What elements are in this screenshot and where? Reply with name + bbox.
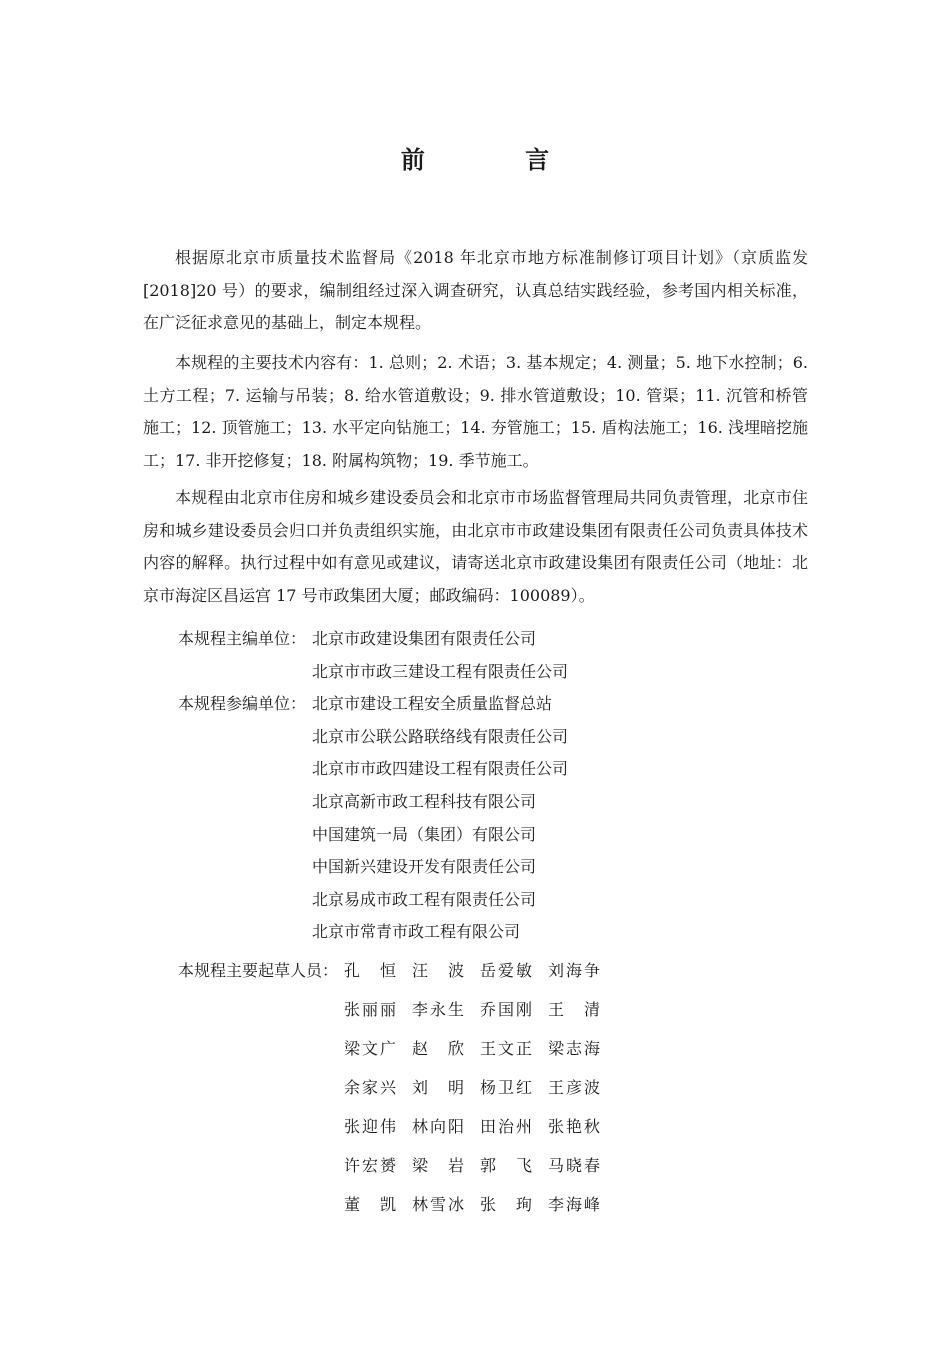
participating-unit-row [178, 916, 568, 949]
participating-unit-name: 北京高新市政工程科技有限公司 [312, 791, 537, 811]
drafter-name: 李永生 [412, 1000, 464, 1019]
participating-unit-row [178, 721, 568, 754]
drafters-list [178, 950, 616, 1223]
participating-unit-row [178, 851, 568, 884]
drafter-name: 孔 恒 [344, 961, 396, 980]
drafter-name: 田治州 [480, 1117, 532, 1136]
drafter-name: 汪 波 [412, 961, 464, 980]
participating-units-label: 本规程参编单位： [178, 694, 307, 714]
drafter-row [178, 1028, 616, 1067]
participating-unit-row [178, 819, 568, 852]
chief-unit-name: 北京市政建设集团有限责任公司 [312, 629, 537, 648]
drafter-name: 乔国刚 [480, 1000, 532, 1019]
participating-unit-name: 中国新兴建设开发有限责任公司 [312, 857, 537, 877]
drafters-label: 本规程主要起草人员： [178, 961, 339, 980]
paragraph-contents: 本规程的主要技术内容有：1. 总则；2. 术语；3. 基本规定；4. 测量；5. 地下水控制；6. 土方工程；7. 运输与吊装；8. 给水管道敷设；9. 排水管道敷设；10. 管渠；11. 沉管和桥管施工；12. 顶管施工；13. 水平定向钻施工；14. 夯管施工；15. 盾构法施工；16. 浅埋暗挖施工；17. 非开挖修复；18. 附属构筑物；19. 季节施工。 [143, 353, 808, 470]
chief-unit-name: 北京市市政三建设工程有限责任公司 [312, 661, 569, 681]
drafter-name: 许宏赟 [344, 1156, 396, 1175]
participating-unit-name: 北京市公联公路联络线有限责任公司 [312, 726, 569, 746]
drafter-name: 王 清 [548, 1000, 600, 1019]
paragraph-management: 本规程由北京市住房和城乡建设委员会和北京市市场监督管理局共同负责管理，北京市住房和城乡建设委员会归口并负责组织实施，由北京市市政建设集团有限责任公司负责具体技术内容的解释。执行过程中如有意见或建议，请寄送北京市政建设集团有限责任公司（地址：北京市海淀区昌运宫 17 号市政集团大厦；邮政编码：100089）。 [143, 488, 808, 605]
drafter-name: 王文正 [480, 1039, 532, 1058]
drafter-name: 林向阳 [412, 1117, 464, 1136]
drafter-name: 岳爱敏 [480, 961, 532, 980]
drafter-name: 刘海争 [548, 961, 600, 980]
participating-unit-name: 北京市建设工程安全质量监督总站 [312, 694, 553, 714]
drafter-name: 张迎伟 [344, 1117, 396, 1136]
drafter-name: 梁志海 [548, 1039, 600, 1058]
drafter-name: 张艳秋 [548, 1117, 600, 1136]
drafter-name: 刘 明 [412, 1078, 464, 1097]
drafter-name: 马晓春 [548, 1156, 600, 1175]
drafter-row [178, 950, 616, 989]
chief-unit-row [178, 623, 568, 656]
drafter-name: 赵 欣 [412, 1039, 464, 1058]
participating-unit-name: 北京市常青市政工程有限公司 [312, 922, 521, 942]
drafter-name: 张丽丽 [344, 1000, 396, 1019]
participating-unit-row [178, 786, 568, 819]
drafter-name: 董 凯 [344, 1195, 396, 1214]
drafter-name: 郭 飞 [480, 1156, 532, 1175]
chief-unit-row [178, 656, 568, 689]
drafter-name: 梁 岩 [412, 1156, 464, 1175]
participating-unit-row [178, 884, 568, 917]
drafter-row [178, 1067, 616, 1106]
participating-unit-row [178, 688, 568, 721]
participating-unit-name: 中国建筑一局（集团）有限公司 [312, 824, 537, 844]
drafter-name: 李海峰 [548, 1195, 600, 1214]
chief-units-label: 本规程主编单位： [178, 629, 307, 648]
drafter-name: 王彦波 [548, 1078, 600, 1097]
drafter-name: 林雪冰 [412, 1195, 464, 1214]
drafter-row [178, 1184, 616, 1223]
drafter-row [178, 1106, 616, 1145]
drafter-row [178, 989, 616, 1028]
participating-unit-name: 北京易成市政工程有限责任公司 [312, 889, 537, 909]
drafter-row [178, 1145, 616, 1184]
drafter-name: 梁文广 [344, 1039, 396, 1058]
participating-unit-row [178, 753, 568, 786]
drafter-name: 杨卫红 [480, 1078, 532, 1097]
drafter-name: 余家兴 [344, 1078, 396, 1097]
paragraph-origin: 根据原北京市质量技术监督局《2018 年北京市地方标准制修订项目计划》（京质监发[2018]20 号）的要求，编制组经过深入调查研究，认真总结实践经验，参考国内相关标准，在广泛征求意见的基础上，制定本规程。 [143, 248, 808, 332]
page-title: 前 言 [400, 146, 596, 174]
drafter-name: 张 珣 [480, 1195, 532, 1214]
participating-unit-name: 北京市市政四建设工程有限责任公司 [312, 759, 569, 779]
units-list [178, 623, 568, 949]
